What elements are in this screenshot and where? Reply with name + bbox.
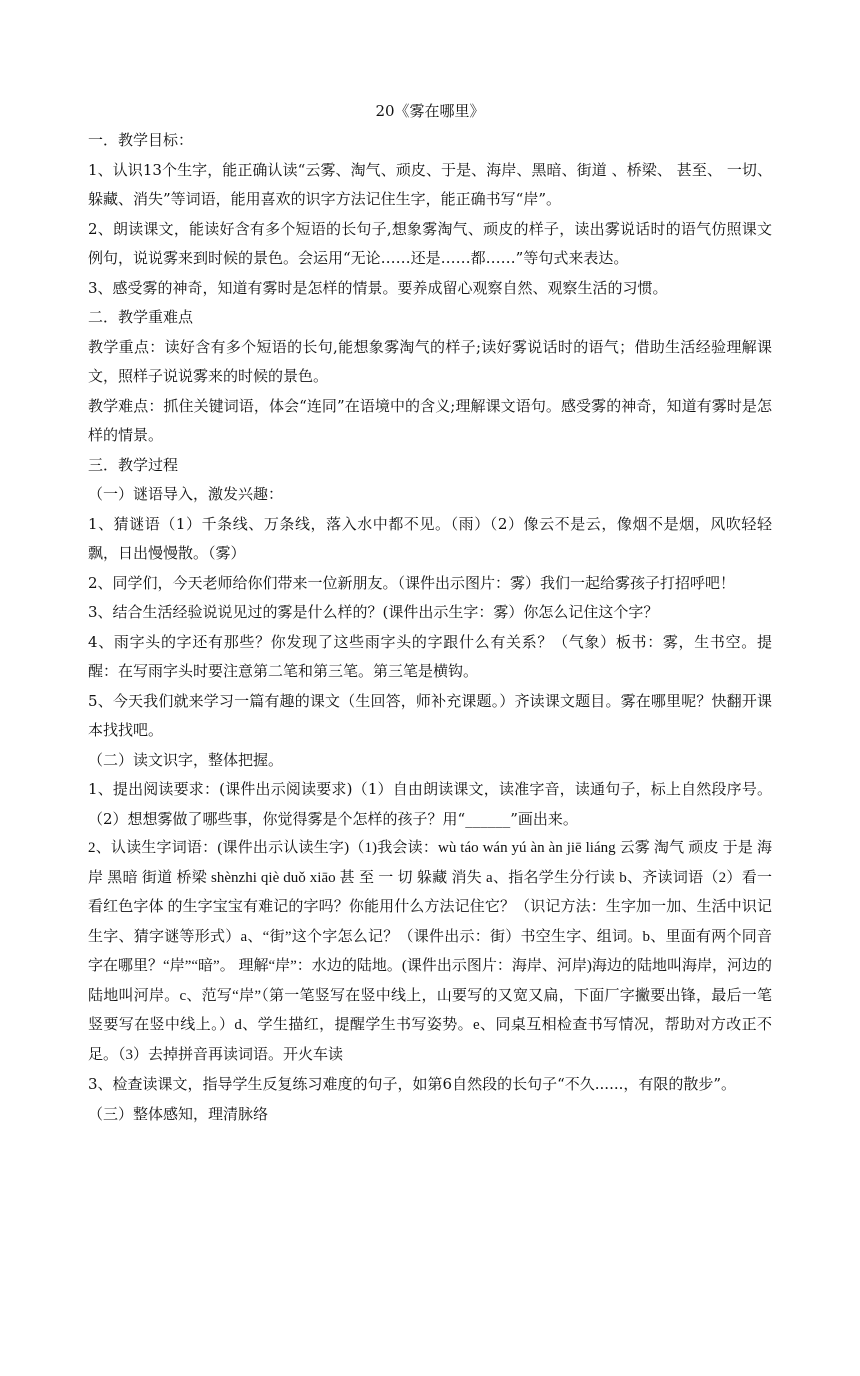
paragraph: 教学难点：抓住关键词语，体会“连同”在语境中的含义;理解课文语句。感受雾的神奇，知道有雾时是怎样的情景。 — [88, 396, 772, 444]
paragraph: 3、检查读课文，指导学生反复练习难度的句子，如第6自然段的长句子“不久......，有限的散步”。 — [88, 1075, 737, 1093]
paragraph: 1、认识13个生字，能正确认读“云雾、淘气、顽皮、于是、海岸、黑暗、街道 、桥梁、 甚至、 一切、躲藏、消失”等词语，能用喜欢的识字方法记住生字，能正确书写“岸”。 — [88, 160, 772, 208]
section-heading: 三．教学过程 — [88, 455, 179, 474]
paragraph: 1、猜谜语（1）千条线、万条线，落入水中都不见。（雨）（2）像云不是云，像烟不是烟，风吹轻轻飘，日出慢慢散。（雾） — [88, 514, 772, 562]
paragraph: 5、今天我们就来学习一篇有趣的课文（生回答，师补充课题。）齐读课文题目。雾在哪里呢？快翻开课本找找吧。 — [88, 691, 772, 739]
paragraph: 2、认读生字词语：(课件出示认读生字)（1)我会读：wù táo wán yú àn àn jiē liáng 云雾 淘气 顽皮 于是 海岸 黑暗 街道 桥梁 shènzhi qiè duǒ xiāo 甚 至 一 切 躲藏 消失 a、指名学生分行读 b、齐读词语（2）看一看红色字体 的生字宝宝有难记的字吗？你能用什么方法记住它？（识记方法：生字加一加、生活中识记生字、猜字谜等形式）a、“街”这个字怎么记？（课件出示：街）书空生字、组词。b、里面有两个同音字在哪里？“岸”“暗”。 理解“岸”：水边的陆地。(课件出示图片：海岸、河岸)海边的陆地叫海岸，河边的陆地叫河岸。c、范写“岸”（第一笔竖写在竖中线上，山要写的又宽又扁，下面厂字撇要出锋，最后一笔竖要写在竖中线上。）d、学生描红，提醒学生书写姿势。e、同桌互相检查书写情况，帮助对方改正不足。（3）去掉拼音再读词语。开火车读 — [88, 840, 772, 1063]
section-heading: 二．教学重难点 — [88, 308, 194, 326]
paragraph: 3、感受雾的神奇，知道有雾时是怎样的情景。要养成留心观察自然、观察生活的习惯。 — [88, 278, 668, 297]
paragraph: 1、提出阅读要求：(课件出示阅读要求)（1）自由朗读课文，读准字音，读通句子，标上自然段序号。 （2）想想雾做了哪些事，你觉得雾是个怎样的孩子？用“______”画出来。 — [88, 780, 772, 828]
paragraph: 4、雨字头的字还有那些？你发现了这些雨字头的字跟什么有关系？（气象）板书：雾，生书空。提醒：在写雨字头时要注意第二笔和第三笔。第三笔是横钩。 — [88, 632, 772, 680]
document-page — [88, 96, 772, 1129]
subsection-heading: （二）读文识字，整体把握。 — [88, 750, 284, 769]
subsection-heading: （三）整体感知，理清脉络 — [88, 1104, 269, 1123]
paragraph: 3、结合生活经验说说见过的雾是什么样的？(课件出示生字：雾）你怎么记住这个字？ — [88, 603, 659, 621]
paragraph: 教学重点：读好含有多个短语的长句,能想象雾淘气的样子;读好雾说话时的语气；借助生活经验理解课文，照样子说说雾来的时候的景色。 — [88, 337, 772, 385]
document-title: 20《雾在哪里》 — [375, 102, 485, 120]
paragraph: 2、同学们，今天老师给你们带来一位新朋友。（课件出示图片：雾）我们一起给雾孩子打招呼吧！ — [88, 573, 736, 592]
paragraph: 2、朗读课文，能读好含有多个短语的长句子,想象雾淘气、顽皮的样子，读出雾说话时的语气仿照课文例句，说说雾来到时候的景色。会运用“无论……还是……都……”等句式来表达。 — [88, 219, 772, 267]
section-heading: 一．教学目标： — [88, 131, 194, 149]
subsection-heading: （一）谜语导入，激发兴趣： — [88, 485, 284, 503]
